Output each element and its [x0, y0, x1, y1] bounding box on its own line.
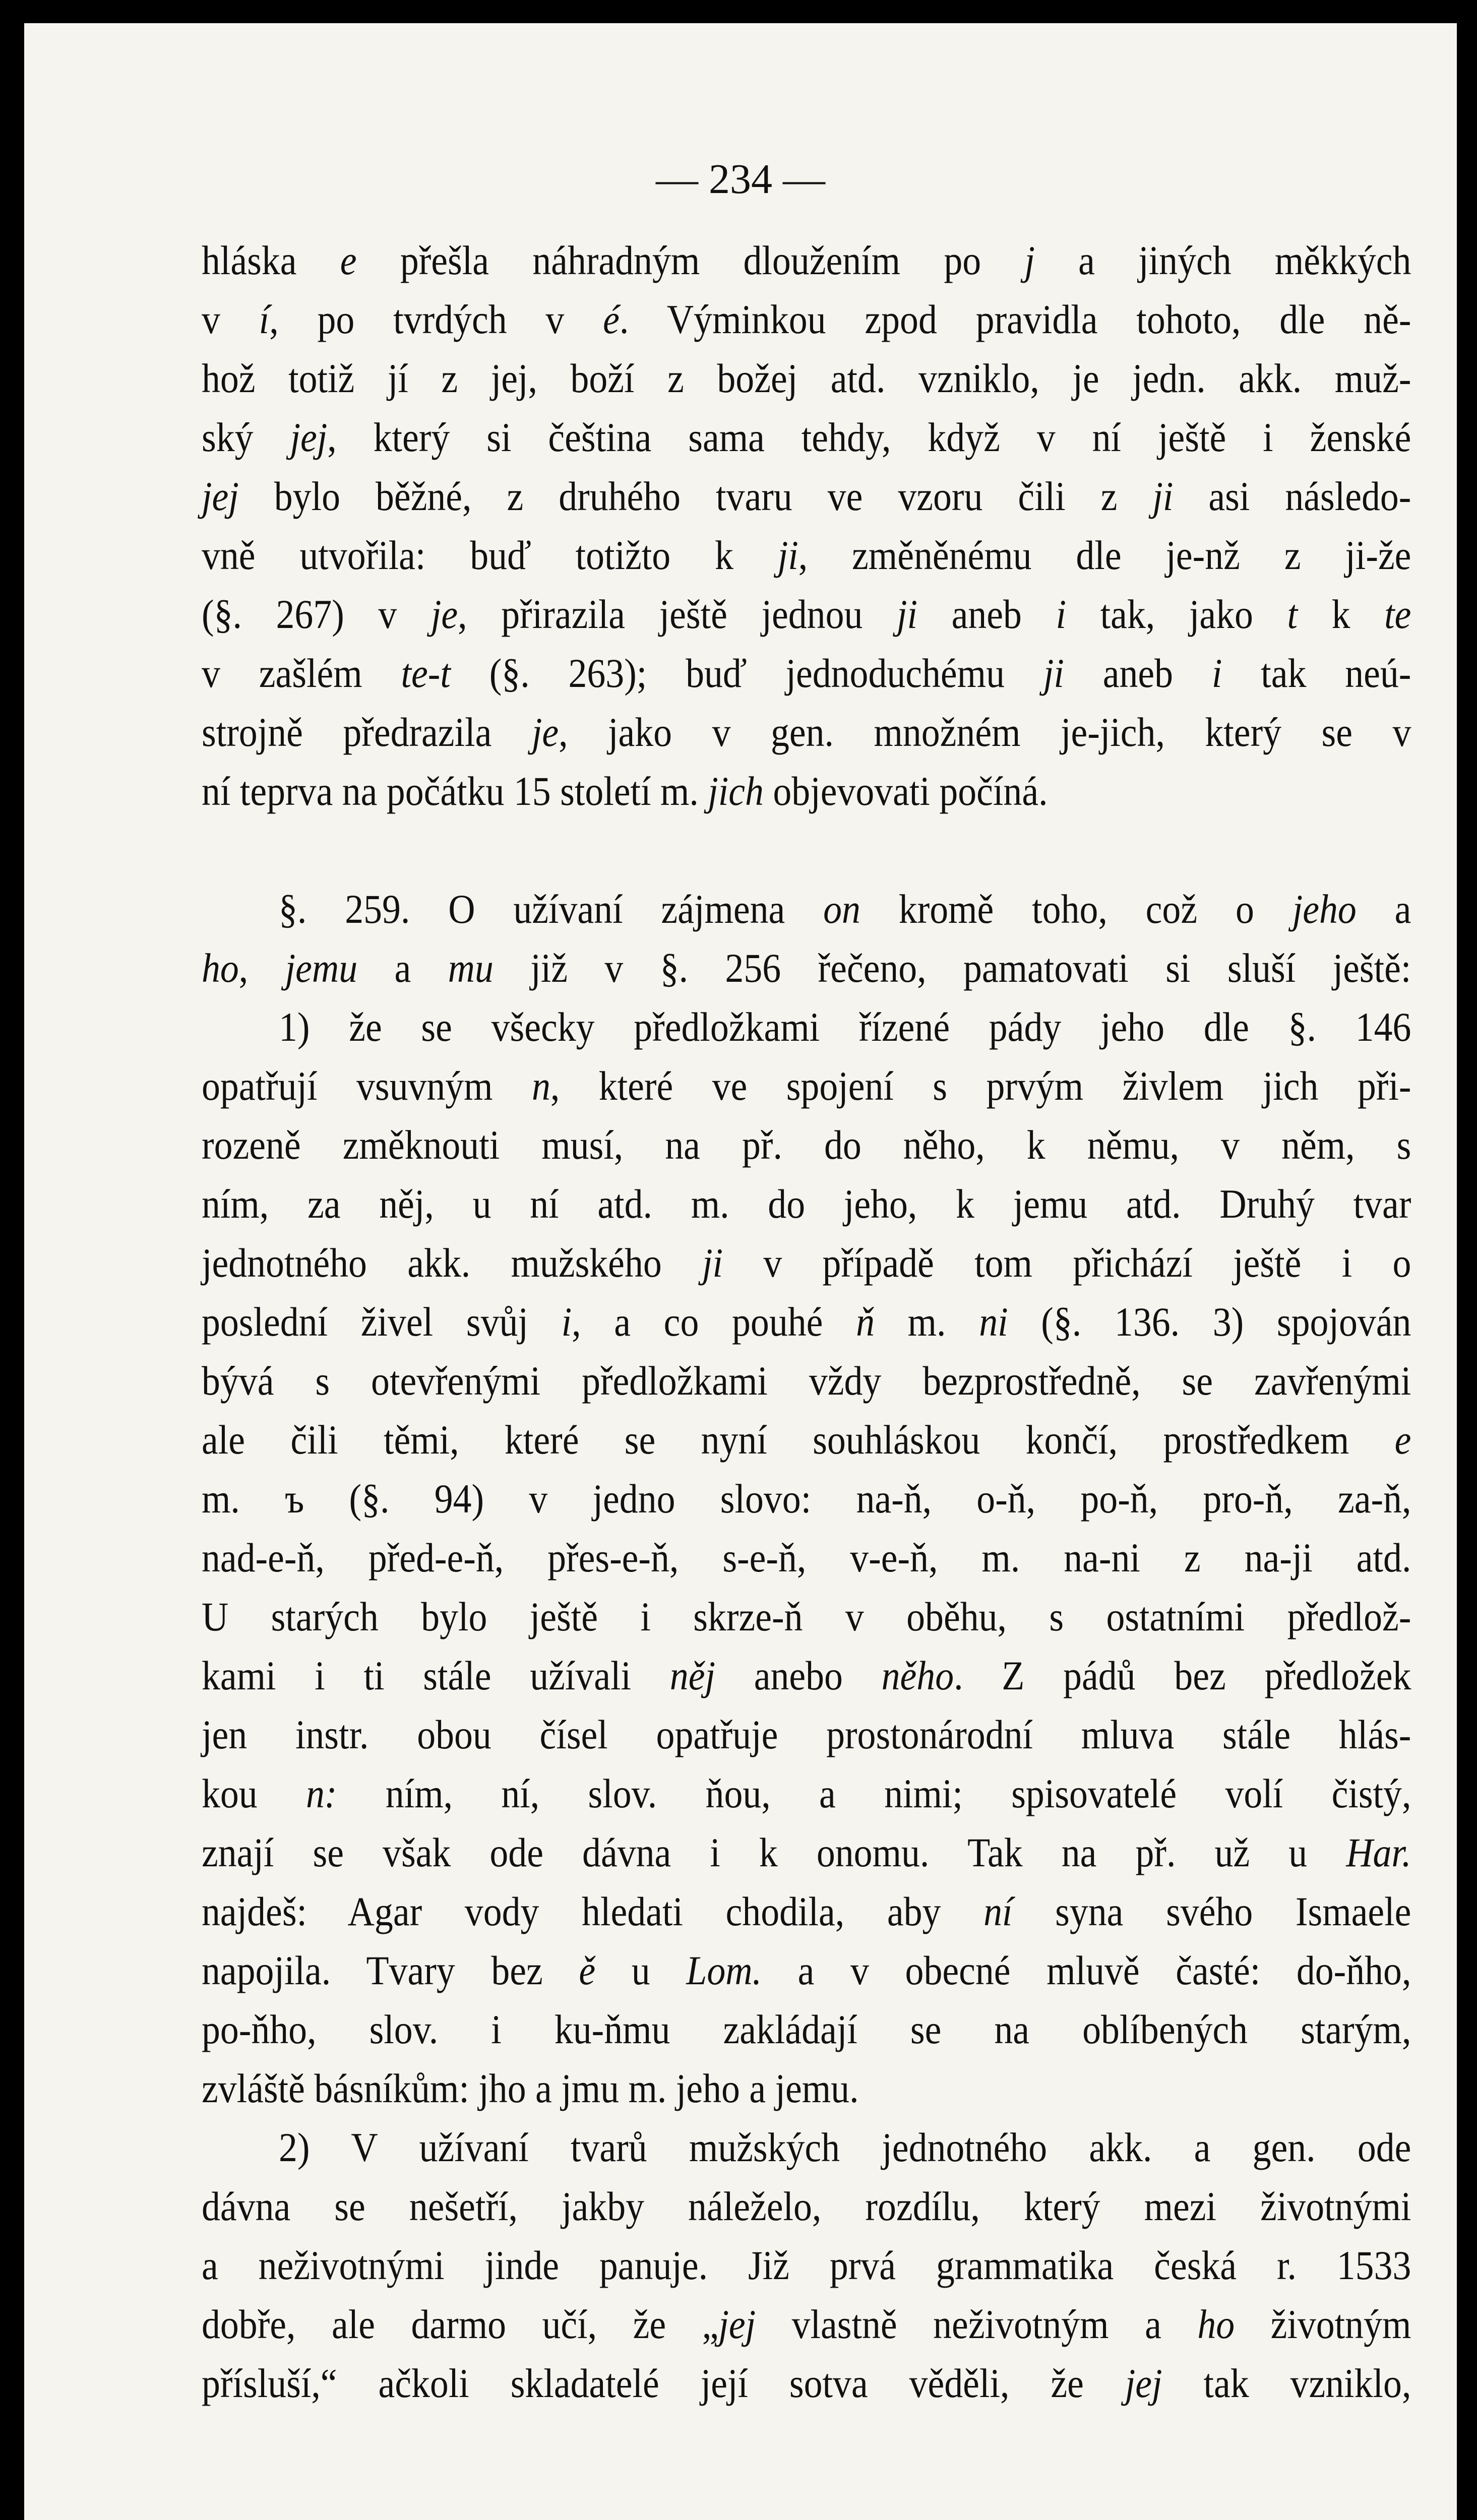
- text-segment: bývá s otevřenými předložkami vždy bezprostředně, se zavřenými: [202, 1358, 1411, 1404]
- text-line: [202, 2118, 1411, 2177]
- text-segment: ním, ní, slov. ňou, a nimi; spisovatelé volí čistý,: [337, 1771, 1411, 1816]
- text-segment: k: [1298, 591, 1385, 637]
- text-segment: 2) V užívaní tvarů mužských jednotného akk. a gen. ode: [279, 2124, 1411, 2170]
- text-segment: anebo: [715, 1653, 882, 1698]
- italic-segment: t: [1287, 591, 1298, 637]
- italic-segment: ji: [896, 591, 917, 637]
- italic-segment: jej: [1125, 2360, 1162, 2406]
- italic-segment: ě: [579, 1947, 596, 1993]
- text-segment: jen instr. obou čísel opatřuje prostonárodní mluva stále hlás-: [202, 1712, 1411, 1757]
- italic-segment: ni: [979, 1299, 1008, 1345]
- italic-segment: jeho: [1292, 886, 1357, 932]
- text-segment: aneb: [1064, 650, 1212, 696]
- text-segment: tak neú-: [1222, 650, 1411, 696]
- text-segment: m. ъ (§. 94) v jedno slovo: na-ň, o-ň, po-ň, pro-ň, za-ň,: [202, 1476, 1411, 1522]
- text-segment: ním, za něj, u ní atd. m. do jeho, k jemu atd. Druhý tvar: [202, 1181, 1411, 1227]
- text-segment: kami i ti stále užívali: [202, 1653, 670, 1698]
- text-segment: , po tvrdých v: [269, 296, 603, 342]
- text-segment: a: [1356, 886, 1411, 932]
- text-segment: , které ve spojení s prvým živlem jich při-: [550, 1063, 1411, 1109]
- text-line: [202, 1941, 1411, 2000]
- text-line: [202, 1705, 1411, 1764]
- italic-segment: ji: [1152, 473, 1174, 519]
- text-segment: životným: [1235, 2301, 1411, 2347]
- text-segment: bylo běžné, z druhého tvaru ve vzoru čili z: [238, 473, 1153, 519]
- text-segment: přísluší,“ ačkoli skladatelé její sotva věděli, že: [202, 2360, 1125, 2406]
- italic-segment: ji: [777, 532, 798, 578]
- italic-segment: ji: [1043, 650, 1064, 696]
- text-segment: (§. 136. 3) spojován: [1008, 1299, 1411, 1345]
- text-line: [202, 1528, 1411, 1587]
- text-line: [202, 1233, 1411, 1292]
- text-line: [202, 1823, 1411, 1882]
- text-line: [202, 762, 1411, 821]
- text-segment: vně utvořila: buď totižto k: [202, 532, 778, 578]
- text-segment: tak, jako: [1066, 591, 1287, 637]
- italic-segment: i: [1056, 591, 1067, 637]
- italic-segment: ho: [202, 945, 239, 991]
- text-segment: ní teprva na počátku 15 století m.: [202, 768, 708, 814]
- text-segment: , který si čeština sama tehdy, když v ní ještě i ženské: [327, 414, 1411, 460]
- italic-segment: jej: [718, 2301, 756, 2347]
- text-segment: (§. 267) v: [202, 591, 431, 637]
- italic-segment: n: [531, 1063, 550, 1109]
- italic-segment: j: [1024, 237, 1035, 283]
- italic-segment: i: [561, 1299, 572, 1345]
- text-line: [202, 1115, 1411, 1174]
- text-segment: §. 259. O užívaní zájmena: [279, 886, 824, 932]
- text-line: [202, 585, 1411, 644]
- text-segment: , změněnému dle je-nž z ji-že: [798, 532, 1411, 578]
- text-segment: nad-e-ň, před-e-ň, přes-e-ň, s-e-ň, v-e-ň, m. na-ni z na-ji atd.: [202, 1535, 1411, 1581]
- text-segment: a: [357, 945, 448, 991]
- text-segment: hláska: [202, 237, 340, 283]
- text-line: [202, 1056, 1411, 1115]
- text-segment: zvláště básníkům: jho a jmu m. jeho a jemu.: [202, 2065, 859, 2111]
- text-segment: m.: [874, 1299, 979, 1345]
- text-segment: u: [595, 1947, 687, 1993]
- text-segment: hož totiž jí z jej, boží z božej atd. vzniklo, je jedn. akk. muž-: [202, 355, 1411, 401]
- text-line: [202, 2000, 1411, 2059]
- text-segment: v případě tom přichází ještě i o: [723, 1240, 1411, 1286]
- italic-segment: é: [603, 296, 620, 342]
- text-line: [202, 1351, 1411, 1410]
- text-segment: syna svého Ismaele: [1012, 1888, 1411, 1934]
- italic-segment: e: [1394, 1417, 1411, 1463]
- italic-segment: něj: [669, 1653, 715, 1698]
- italic-segment: mu: [448, 945, 494, 991]
- text-line: [202, 1764, 1411, 1823]
- italic-segment: jemu: [285, 945, 358, 991]
- text-line: [202, 290, 1411, 349]
- text-segment: po-ňho, slov. i ku-ňmu zakládají se na oblíbených starým,: [202, 2006, 1411, 2052]
- text-segment: již v §. 256 řečeno, pamatovati si sluší ještě:: [493, 945, 1411, 991]
- italic-segment: ji: [702, 1240, 723, 1286]
- text-line: [202, 938, 1411, 997]
- italic-segment: je: [430, 591, 458, 637]
- text-line: [202, 467, 1411, 526]
- text-line: [202, 1882, 1411, 1941]
- italic-segment: Har.: [1346, 1830, 1411, 1875]
- text-segment: . Výminkou zpod pravidla tohoto, dle ně-: [619, 296, 1411, 342]
- text-segment: a v obecné mluvě časté: do-ňho,: [761, 1947, 1411, 1993]
- text-line: [202, 231, 1411, 290]
- text-segment: opatřují vsuvným: [202, 1063, 532, 1109]
- italic-segment: e: [340, 237, 357, 283]
- text-segment: , jako v gen. množném je-jich, který se v: [559, 709, 1411, 755]
- text-segment: dávna se nešetří, jakby náleželo, rozdílu, který mezi životnými: [202, 2183, 1411, 2229]
- italic-segment: je: [531, 709, 559, 755]
- book-page: [24, 23, 1457, 2520]
- italic-segment: Lom.: [686, 1947, 762, 1993]
- text-line: [202, 2236, 1411, 2295]
- body-text: [202, 231, 1411, 2413]
- text-segment: v zašlém: [202, 650, 401, 696]
- text-line: [202, 997, 1411, 1056]
- text-segment: v: [202, 296, 259, 342]
- text-segment: znají se však ode dávna i k onomu. Tak na př. už u: [202, 1830, 1346, 1875]
- text-line: [202, 408, 1411, 467]
- text-line: [202, 644, 1411, 703]
- text-segment: . Z pádů bez předložek: [954, 1653, 1411, 1698]
- text-segment: ský: [202, 414, 290, 460]
- text-segment: jednotného akk. mužského: [202, 1240, 703, 1286]
- text-line: [202, 526, 1411, 585]
- text-segment: aneb: [917, 591, 1056, 637]
- text-segment: , a co pouhé: [572, 1299, 856, 1345]
- text-segment: ale čili těmi, které se nyní souhláskou končí, prostředkem: [202, 1417, 1395, 1463]
- italic-segment: n:: [306, 1771, 337, 1816]
- text-segment: U starých bylo ještě i skrze-ň v oběhu, s ostatními předlož-: [202, 1594, 1411, 1640]
- italic-segment: i: [1211, 650, 1222, 696]
- italic-segment: jich: [708, 768, 764, 814]
- text-segment: , přirazila ještě jednou: [458, 591, 897, 637]
- text-segment: (§. 263); buď jednoduchému: [450, 650, 1043, 696]
- text-segment: kromě toho, což o: [860, 886, 1293, 932]
- text-segment: 1) že se všecky předložkami řízené pády jeho dle §. 146: [279, 1004, 1411, 1050]
- text-line: [202, 1587, 1411, 1646]
- text-segment: ,: [238, 945, 285, 991]
- text-segment: napojila. Tvary bez: [202, 1947, 579, 1993]
- page-number-header: — 234 —: [656, 156, 825, 203]
- text-line: [202, 1646, 1411, 1705]
- text-line: [202, 879, 1411, 938]
- italic-segment: te: [1384, 591, 1411, 637]
- text-segment: a neživotnými jinde panuje. Již prvá grammatika česká r. 1533: [202, 2242, 1411, 2288]
- italic-segment: jej: [202, 473, 239, 519]
- text-line: [202, 1292, 1411, 1351]
- text-line: [202, 2295, 1411, 2354]
- text-segment: rozeně změknouti musí, na př. do něho, k němu, v něm, s: [202, 1122, 1411, 1168]
- text-line: [202, 1469, 1411, 1528]
- text-segment: objevovati počíná.: [763, 768, 1048, 814]
- italic-segment: ní: [983, 1888, 1013, 1934]
- text-segment: vlastně neživotným a: [756, 2301, 1198, 2347]
- text-segment: a jiných měkkých: [1034, 237, 1411, 283]
- text-segment: kou: [202, 1771, 306, 1816]
- text-segment: strojně předrazila: [202, 709, 532, 755]
- italic-segment: něho: [881, 1653, 954, 1698]
- text-segment: tak vzniklo,: [1162, 2360, 1411, 2406]
- text-segment: dobře, ale darmo učí, že „: [202, 2301, 719, 2347]
- text-line: [202, 2059, 1411, 2118]
- italic-segment: ho: [1197, 2301, 1235, 2347]
- text-line: [202, 703, 1411, 762]
- italic-segment: í: [259, 296, 270, 342]
- italic-segment: on: [823, 886, 860, 932]
- text-line: [202, 1410, 1411, 1469]
- text-segment: poslední živel svůj: [202, 1299, 562, 1345]
- italic-segment: te-t: [401, 650, 451, 696]
- text-segment: přešla náhradným dloužením po: [356, 237, 1025, 283]
- text-segment: najdeš: Agar vody hledati chodila, aby: [202, 1888, 984, 1934]
- text-line: [202, 1174, 1411, 1233]
- italic-segment: jej: [290, 414, 328, 460]
- text-line: [202, 349, 1411, 408]
- text-segment: asi následo-: [1173, 473, 1411, 519]
- text-line: [202, 2354, 1411, 2413]
- italic-segment: ň: [856, 1299, 875, 1345]
- text-line: [202, 2177, 1411, 2236]
